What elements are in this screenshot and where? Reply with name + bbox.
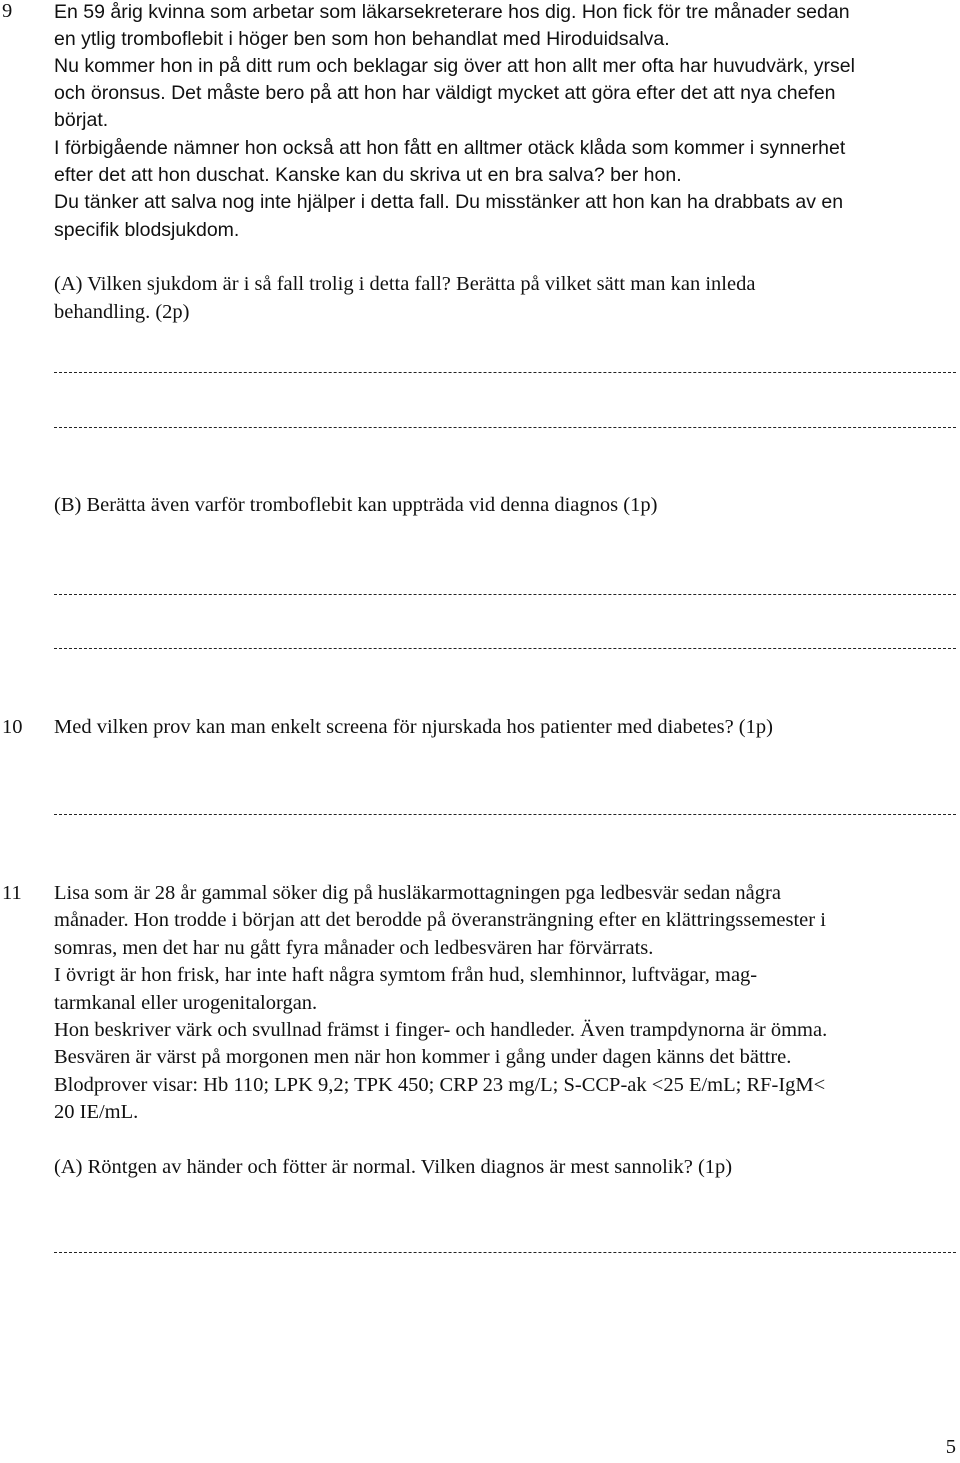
q11-text-line: Hon beskriver värk och svullnad främst i finger- och handleder. Även trampdynorna är ömma. — [54, 1019, 828, 1041]
q11-text-line: I övrigt är hon frisk, har inte haft några symtom från hud, slemhinnor, luftvägar, mag- — [54, 964, 758, 986]
q9-part-a-question: behandling. (2p) — [54, 301, 190, 323]
answer-line[interactable] — [54, 427, 956, 428]
q11-text-line: Besvären är värst på morgonen men när hon kommer i gång under dagen känns det bättre. — [54, 1046, 792, 1068]
page-number: 5 — [945, 1436, 956, 1458]
q9-text-line: Nu kommer hon in på ditt rum och beklagar sig över att hon allt mer ofta har huvudvärk, yrsel — [54, 55, 855, 77]
q10-question: Med vilken prov kan man enkelt screena för njurskada hos patienter med diabetes? (1p) — [54, 716, 773, 738]
q9-text-line: och öronsus. Det måste bero på att hon har väldigt mycket att göra efter det att nya chefen — [54, 82, 836, 104]
question-number-11: 11 — [2, 882, 22, 904]
q9-text-line: I förbigående nämner hon också att hon fått en alltmer otäck klåda som kommer i synnerhet — [54, 137, 846, 159]
q9-text-line: specifik blodsjukdom. — [54, 219, 240, 241]
q9-text-line: börjat. — [54, 109, 109, 131]
q11-text-line: somras, men det har nu gått fyra månader och ledbesvären har förvärrats. — [54, 937, 654, 959]
answer-line[interactable] — [54, 1252, 956, 1253]
answer-line[interactable] — [54, 594, 956, 595]
q11-text-line: tarmkanal eller urogenitalorgan. — [54, 992, 318, 1014]
q11-text-line: 20 IE/mL. — [54, 1101, 139, 1123]
q9-part-b-question: (B) Berätta även varför tromboflebit kan uppträda vid denna diagnos (1p) — [54, 494, 658, 516]
answer-line[interactable] — [54, 648, 956, 649]
question-number-10: 10 — [2, 716, 23, 738]
q9-part-a-question: (A) Vilken sjukdom är i så fall trolig i detta fall? Berätta på vilket sätt man kan inleda — [54, 273, 756, 295]
answer-line[interactable] — [54, 372, 956, 373]
q9-text-line: en ytlig tromboflebit i höger ben som hon behandlat med Hiroduidsalva. — [54, 28, 670, 50]
q9-text-line: Du tänker att salva nog inte hjälper i detta fall. Du misstänker att hon kan ha drabbats av en — [54, 191, 844, 213]
question-number-9: 9 — [2, 0, 13, 22]
q11-text-line: månader. Hon trodde i början att det berodde på överansträngning efter en klättringssemester i — [54, 909, 826, 931]
q9-text-line: En 59 årig kvinna som arbetar som läkarsekreterare hos dig. Hon fick för tre månader sedan — [54, 1, 850, 23]
answer-line[interactable] — [54, 814, 956, 815]
q11-text-line: Lisa som är 28 år gammal söker dig på husläkarmottagningen pga ledbesvär sedan några — [54, 882, 781, 904]
q11-text-line: Blodprover visar: Hb 110; LPK 9,2; TPK 450; CRP 23 mg/L; S-CCP-ak <25 E/mL; RF-IgM< — [54, 1074, 826, 1096]
q9-text-line: efter det att hon duschat. Kanske kan du skriva ut en bra salva? ber hon. — [54, 164, 682, 186]
q11-part-a-question: (A) Röntgen av händer och fötter är normal. Vilken diagnos är mest sannolik? (1p) — [54, 1156, 733, 1178]
